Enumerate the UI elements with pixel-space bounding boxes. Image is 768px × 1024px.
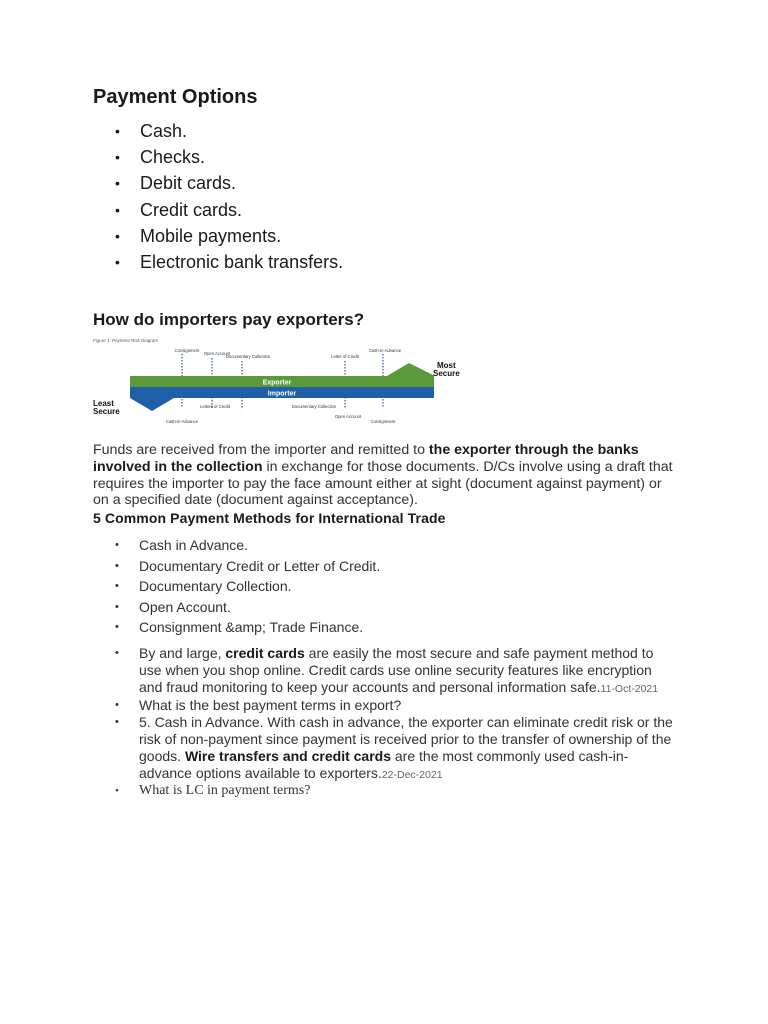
section-heading: How do importers pay exporters? — [93, 310, 365, 329]
top-label: Letter of Credit — [331, 354, 359, 359]
list-item: • Consignment &amp; Trade Finance. — [93, 617, 380, 638]
page-title: Payment Options — [93, 86, 258, 108]
list-item: • Mobile payments. — [93, 223, 343, 249]
payment-options-list — [93, 118, 343, 275]
bottom-label: Letters of Credit — [200, 404, 230, 409]
qa-bold: credit cards — [225, 645, 305, 661]
importer-label: Importer — [267, 390, 297, 398]
list-item: • Credit cards. — [93, 197, 343, 223]
bottom-label: Documentary Collection — [291, 404, 337, 409]
qa-text: are the most commonly used cash-in-advance options available to exporters. — [139, 747, 629, 781]
list-item: • Checks. — [93, 144, 343, 170]
least-secure-label: Least — [93, 399, 114, 408]
qa-list — [93, 645, 673, 800]
list-item: • Documentary Credit or Letter of Credit. — [93, 556, 380, 577]
least-secure-triangle — [130, 398, 174, 411]
para-text: in exchange for those documents. D/Cs involve using a draft that requires the importer to pay the face amount either at sight (document against payment) or on a specified date (document against acceptance). — [93, 458, 673, 509]
para-text: Funds are received from the importer and remitted to — [93, 442, 429, 458]
list-item: • Cash in Advance. — [93, 535, 380, 556]
most-secure-triangle — [387, 363, 435, 376]
most-secure-label: Most — [437, 361, 456, 370]
list-item: • Electronic bank transfers. — [93, 249, 343, 275]
bottom-label: Open Account — [334, 414, 362, 419]
list-item: • Documentary Collection. — [93, 576, 380, 597]
collection-paragraph — [93, 442, 678, 509]
bottom-label: Consignment — [370, 419, 396, 424]
least-secure-label: Secure — [93, 407, 120, 416]
date-label: 11-Oct-2021 — [600, 682, 659, 695]
list-item: • What is the best payment terms in export? — [93, 697, 673, 714]
qa-bold: Wire transfers and credit cards — [184, 747, 391, 764]
list-item: • Cash. — [93, 118, 343, 144]
payment-risk-diagram — [92, 336, 492, 432]
top-label: Open Account — [203, 351, 231, 356]
qa-text: 5. Cash in Advance. With cash in advance, the exporter can eliminate credit risk or the risk of non-payment since payment is received prior to the transfer of ownership of the goods. — [139, 714, 673, 764]
para-bold: the exporter through the banks involved in the collection — [93, 442, 639, 475]
date-label: 22-Dec-2021 — [381, 768, 443, 781]
top-label: Cash-in-Advance — [368, 348, 402, 353]
qa-text: are easily the most secure and safe payment method to use when you shop online. Credit cards use online security features like encryption and fraud monitoring to keep your accounts and personal information safe. — [139, 645, 654, 695]
most-secure-label: Secure — [433, 369, 460, 378]
section-heading: 5 Common Payment Methods for International Trade — [93, 510, 446, 526]
list-item: • Debit cards. — [93, 170, 343, 196]
list-item — [93, 714, 673, 783]
list-item: • What is LC in payment terms? — [93, 783, 673, 800]
payment-methods-list — [93, 535, 380, 638]
top-label: Consignment — [174, 348, 200, 353]
bottom-label: Cash-in-Advance — [165, 419, 199, 424]
top-label: Documentary Collection — [225, 354, 271, 359]
diagram-caption: Figure 1: Payment Risk Diagram — [93, 338, 159, 343]
list-item — [93, 645, 673, 697]
qa-text: By and large, — [139, 645, 226, 661]
exporter-label: Exporter — [262, 379, 292, 387]
list-item: • Open Account. — [93, 597, 380, 618]
